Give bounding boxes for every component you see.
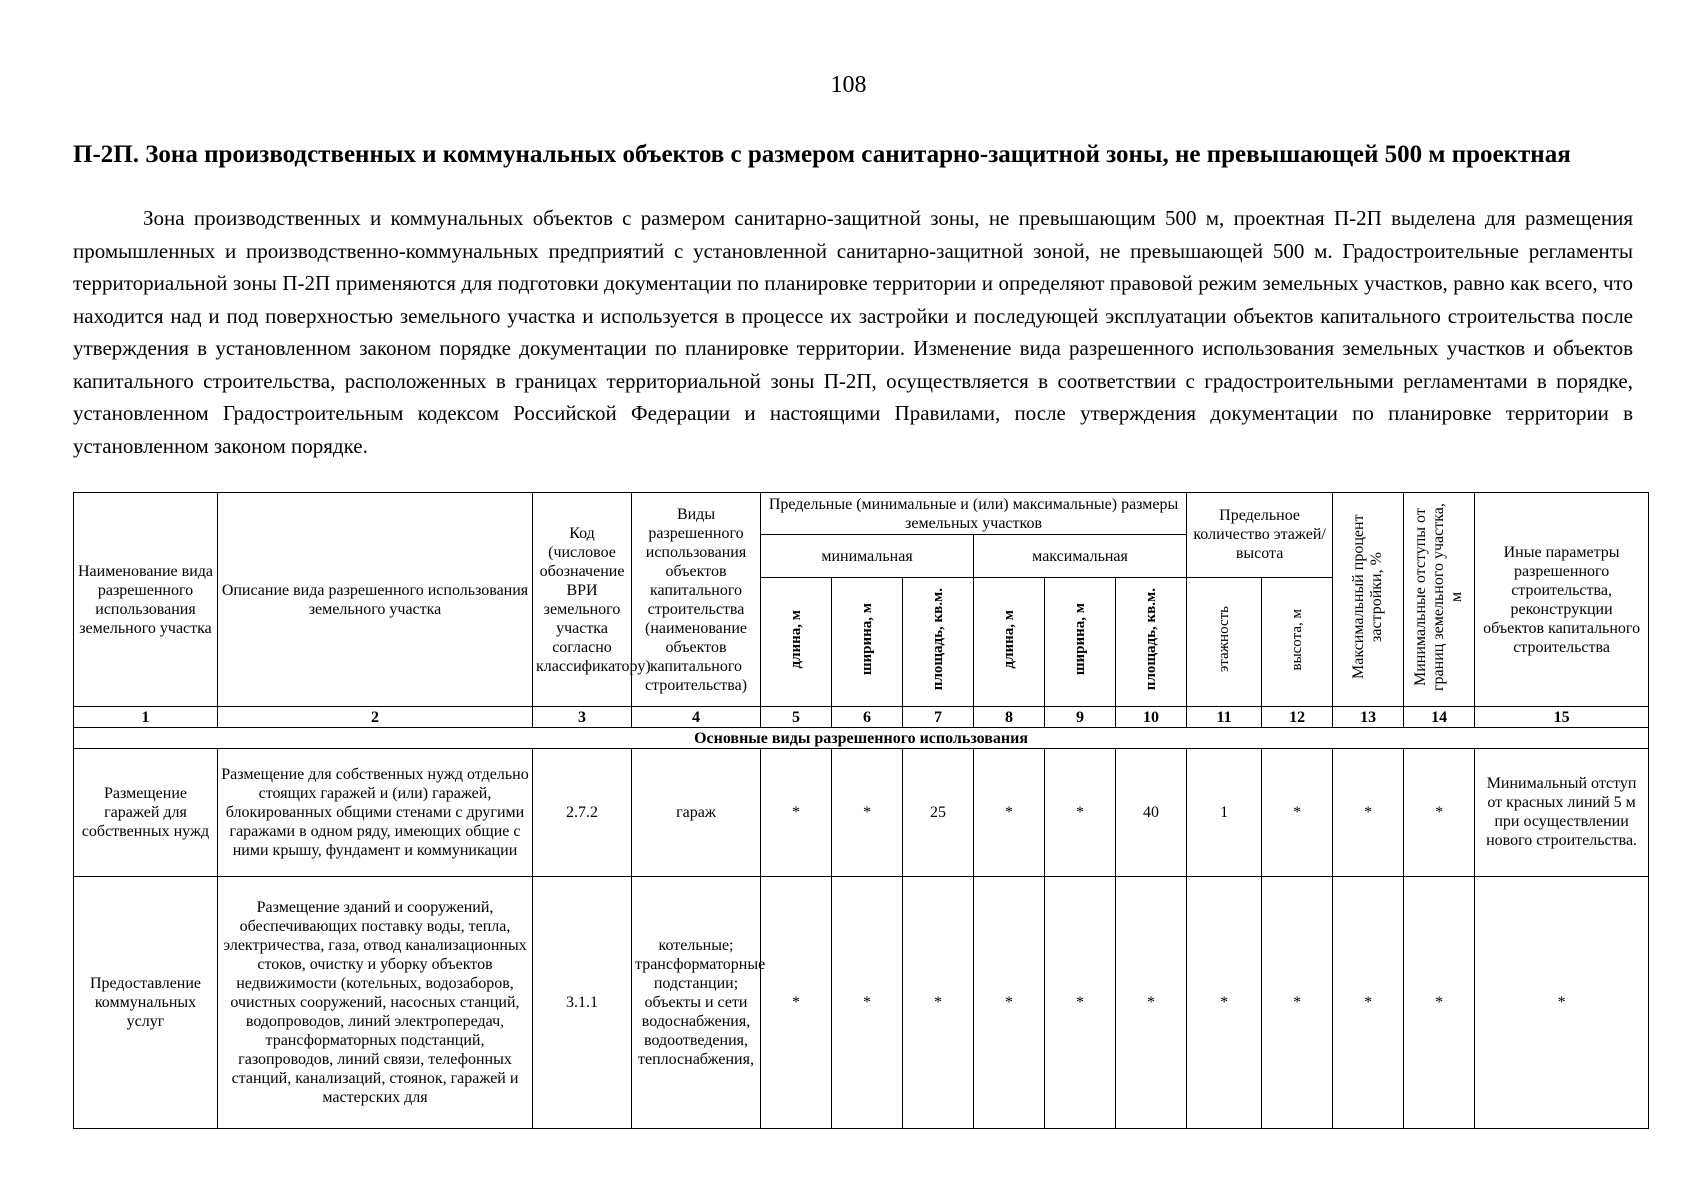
header-min-area <box>903 577 974 706</box>
row-height: * <box>1262 876 1333 1128</box>
row-coverage: * <box>1333 876 1404 1128</box>
header-floors-text: этажность <box>1215 606 1232 673</box>
row-description: Размещение зданий и сооружений, обеспечивающих поставку воды, тепла, электричества, газа, отвод канализационных стоков, очистку и уборку объектов недвижимости (котельных, водозаборов, очистных сооружений, насосных станций, водопроводов, линий электропередач, трансформаторных подстанций, газопроводов, линий связи, телефонных станций, канализаций, стоянок, гаражей и мастерских для <box>218 876 533 1128</box>
row-max-length: * <box>974 749 1045 876</box>
column-number: 14 <box>1404 707 1475 728</box>
header-other: Иные параметры разрешенного строительства, реконструкции объектов капитального строительства <box>1475 493 1649 707</box>
header-max-length <box>974 577 1045 706</box>
header-floors-group: Предельное количество этажей/ высота <box>1187 493 1333 578</box>
intro-paragraph: Зона производственных и коммунальных объектов с размером санитарно-защитной зоны, не превышающим 500 м, проектная П-2П выделена для размещения промышленных и производственно-коммунальных предприятий с установленной санитарно-защитной зоной, не превышающей 500 м. Градостроительные регламенты территориальной зоны П-2П применяются для подготовки документации по планировке территории и определяют правовой режим земельных участков, равно как всего, что находится над и под поверхностью земельного участка и используется в процессе их застройки и последующей эксплуатации объектов капитального строительства после утверждения в установленном законом порядке документации по планировке территории. Изменение вида разрешенного использования земельных участков и объектов капитального строительства, расположенных в границах территориальной зоны П-2П, осуществляется в соответствии с градостроительными регламентами в порядке, установленном Градостроительным кодексом Российской Федерации и настоящими Правилами, после утверждения документации по планировке территории в установленном законом порядке. <box>73 206 1633 458</box>
column-number: 10 <box>1116 707 1187 728</box>
header-limits: Предельные (минимальные и (или) максимальные) размеры земельных участков <box>761 493 1187 535</box>
header-max-length-text: длина, м <box>1000 610 1017 669</box>
column-number: 15 <box>1475 707 1649 728</box>
column-number: 5 <box>761 707 832 728</box>
header-max-width-text: ширина, м <box>1071 603 1088 676</box>
header-max-area-text: площадь, кв.м. <box>1142 588 1159 691</box>
column-number: 13 <box>1333 707 1404 728</box>
header-coverage <box>1333 493 1404 707</box>
column-number: 1 <box>74 707 218 728</box>
header-code: Код (числовое обозначение ВРИ земельного участка согласно классификатору) <box>533 493 632 707</box>
column-number: 9 <box>1045 707 1116 728</box>
row-floors: * <box>1187 876 1262 1128</box>
row-code: 3.1.1 <box>533 876 632 1128</box>
header-name: Наименование вида разрешенного использования земельного участка <box>74 493 218 707</box>
row-other: Минимальный отступ от красных линий 5 м при осуществлении нового строительства. <box>1475 749 1649 876</box>
row-objects: котельные; трансформаторные подстанции; объекты и сети водоснабжения, водоотведения, теплоснабжения, <box>632 876 761 1128</box>
row-other: * <box>1475 876 1649 1128</box>
header-description: Описание вида разрешенного использования земельного участка <box>218 493 533 707</box>
row-objects: гараж <box>632 749 761 876</box>
row-min-width: * <box>832 749 903 876</box>
row-min-area: 25 <box>903 749 974 876</box>
zone-heading: П-2П. Зона производственных и коммунальных объектов с размером санитарно-защитной зоны, не превышающей 500 м проектная <box>73 141 1571 168</box>
row-coverage: * <box>1333 749 1404 876</box>
row-height: * <box>1262 749 1333 876</box>
header-min-area-text: площадь, кв.м. <box>929 588 946 691</box>
row-setback: * <box>1404 749 1475 876</box>
table-row <box>74 876 1649 1128</box>
row-min-length: * <box>761 876 832 1128</box>
column-numbers-row <box>74 707 1649 728</box>
row-description: Размещение для собственных нужд отдельно стоящих гаражей и (или) гаражей, блокированных общими стенами с другими гаражами в одном ряду, имеющих общие с ними крышу, фундамент и коммуникации <box>218 749 533 876</box>
column-number: 7 <box>903 707 974 728</box>
header-max-width <box>1045 577 1116 706</box>
header-min: минимальная <box>761 535 974 577</box>
column-number: 4 <box>632 707 761 728</box>
row-max-width: * <box>1045 749 1116 876</box>
row-max-area: * <box>1116 876 1187 1128</box>
row-max-length: * <box>974 876 1045 1128</box>
header-height <box>1262 577 1333 706</box>
row-code: 2.7.2 <box>533 749 632 876</box>
header-coverage-text: Максимальный процент застройки, % <box>1350 514 1386 680</box>
row-floors: 1 <box>1187 749 1262 876</box>
header-max: максимальная <box>974 535 1187 577</box>
header-max-area <box>1116 577 1187 706</box>
row-min-length: * <box>761 749 832 876</box>
header-setback-text: Минимальные отступы от границ земельного участка, м <box>1412 503 1466 691</box>
row-name: Предоставление коммунальных услуг <box>74 876 218 1128</box>
header-min-length-text: длина, м <box>787 610 804 669</box>
row-max-width: * <box>1045 876 1116 1128</box>
page-number: 108 <box>830 72 867 98</box>
header-height-text: высота, м <box>1288 608 1305 671</box>
section-title: Основные виды разрешенного использования <box>74 728 1649 749</box>
header-floors <box>1187 577 1262 706</box>
column-number: 2 <box>218 707 533 728</box>
table-row <box>74 749 1649 876</box>
row-min-area: * <box>903 876 974 1128</box>
row-name: Размещение гаражей для собственных нужд <box>74 749 218 876</box>
header-setback <box>1404 493 1475 707</box>
row-max-area: 40 <box>1116 749 1187 876</box>
header-min-length <box>761 577 832 706</box>
header-min-width <box>832 577 903 706</box>
row-min-width: * <box>832 876 903 1128</box>
regulations-table <box>73 492 1649 1129</box>
column-number: 6 <box>832 707 903 728</box>
column-number: 12 <box>1262 707 1333 728</box>
row-setback: * <box>1404 876 1475 1128</box>
column-number: 8 <box>974 707 1045 728</box>
header-min-width-text: ширина, м <box>858 603 875 676</box>
column-number: 11 <box>1187 707 1262 728</box>
column-number: 3 <box>533 707 632 728</box>
header-objects: Виды разрешенного использования объектов капитального строительства (наименование объектов капитального строительства) <box>632 493 761 707</box>
